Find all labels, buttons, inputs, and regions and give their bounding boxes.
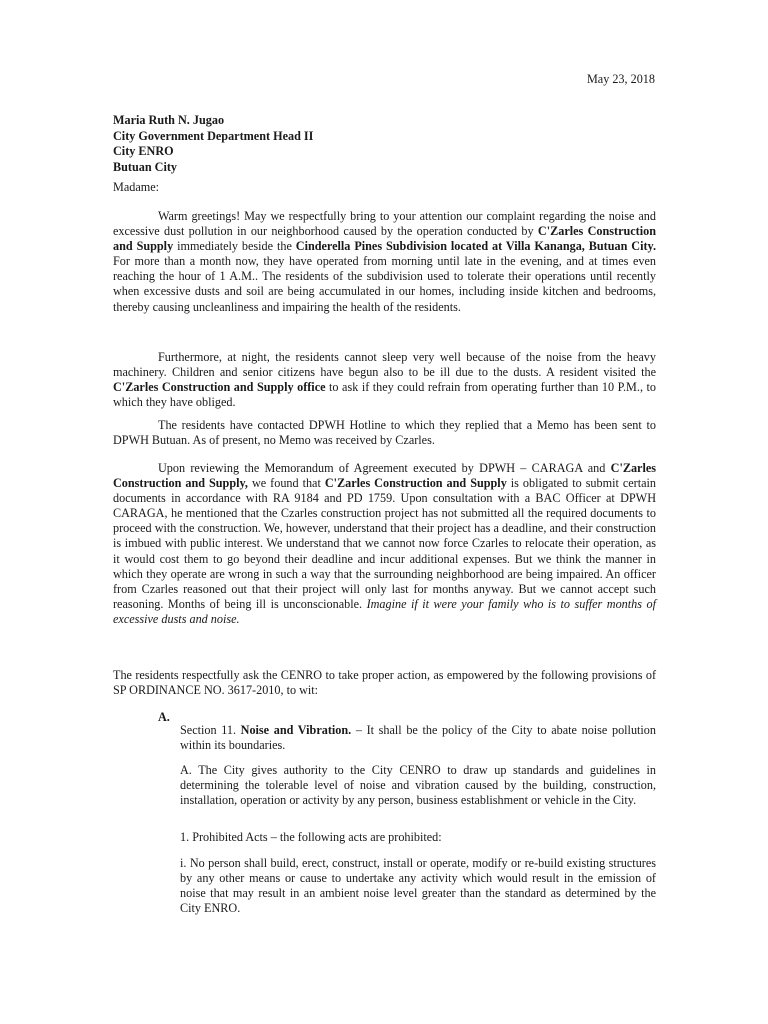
paragraph-5: The residents respectfully ask the CENRO to take proper action, as empowered by the following provisions of SP ORDINANCE NO. 3617-2010, to wit: — [113, 668, 656, 698]
paragraph-4 — [113, 461, 656, 627]
subsection-a-text: A. The City gives authority to the City CENRO to draw up standards and guidelines in determining the tolerable level of noise and vibration caused by the building, construction, installation, operation or activity by any person, business establishment or vehicle in the City. — [180, 763, 656, 808]
letter-date: May 23, 2018 — [586, 72, 655, 86]
salutation: Madame: — [113, 180, 160, 194]
p4-text-1: Upon reviewing the Memorandum of Agreement executed by DPWH – CARAGA and — [158, 461, 611, 475]
p1-company-name: C'Zarles Construction and Supply — [113, 224, 656, 254]
section-11-text — [180, 723, 656, 753]
paragraph-3: The residents have contacted DPWH Hotline to which they replied that a Memo has been sent to DPWH Butuan. As of present, no Memo was received by Czarles. — [113, 418, 656, 448]
section-body: – It shall be the policy of the City to abate noise pollution within its boundaries. — [180, 723, 656, 753]
p4-company-name-2: C'Zarles Construction and Supply — [324, 476, 507, 491]
paragraph-1 — [113, 209, 656, 315]
prohibited-acts-heading: 1. Prohibited Acts – the following acts are prohibited: — [180, 830, 442, 844]
recipient-office: City ENRO — [113, 144, 174, 159]
p4-company-name-1: C'Zarles Construction and Supply, — [113, 461, 656, 491]
prohibited-act-i: i. No person shall build, erect, construct, install or operate, modify or re-build existing structures by any other means or cause to undertake any activity which would result in the emission of noise that may result in an ambient noise level greater than the standard as determined by the City ENRO. — [180, 856, 656, 916]
recipient-address — [113, 113, 533, 175]
paragraph-2 — [113, 350, 656, 410]
p4-text-3: is obligated to submit certain documents in accordance with RA 9184 and PD 1759. Upon consultation with a BAC Officer at DPWH CARAGA, he mentioned that the Czarles construction project has not submitted all the required documents to proceed with the construction. We, however, understand that their project has a deadline, and their construction is imbued with public interest. We understand that we cannot now force Czarles to relocate their operation, as it would cost them to go beyond their deadline and incur additional expenses. But we think the manner in which they operate are wrong in such a way that the surrounding neighborhood are being impaired. An officer from Czarles reasoned out that their project will only last for months anyway. But we cannot accept such reasoning. Months of being ill is unconscionable. — [113, 476, 657, 611]
p4-text-2: we found that — [247, 476, 325, 491]
p1-text-1: Warm greetings! May we respectfully bring to your attention our complaint regarding the noise and excessive dust pollution in our neighborhood caused by the operation conducted by — [113, 209, 656, 239]
section-title: Noise and Vibration. — [240, 723, 352, 737]
recipient-city: Butuan City — [113, 159, 178, 174]
list-item-a-label: A. — [158, 710, 170, 724]
section-prefix: Section 11. — [180, 723, 241, 737]
p2-text-1: Furthermore, at night, the residents cannot sleep very well because of the noise from the heavy machinery. Children and senior citizens have begun also to be ill due to the dusts. A resident visited the — [113, 350, 656, 380]
p1-text-2: immediately beside the — [173, 239, 296, 254]
recipient-name: Maria Ruth N. Jugao — [113, 113, 225, 127]
p1-text-3: For more than a month now, they have operated from morning until late in the evening, and at times even reaching the hour of 1 A.M.. The residents of the subdivision used to tolerate their operations until recently when excessive dusts and soil are being accumulated in our homes, including inside kitchen and bedrooms, thereby causing uncleanliness and impairing the health of the residents. — [113, 254, 656, 314]
p1-location: Cinderella Pines Subdivision located at Villa Kananga, Butuan City. — [295, 239, 657, 254]
p4-italic-note: Imagine if it were your family who is to suffer months of excessive dusts and noise. — [113, 596, 656, 626]
p2-text-2: to ask if they could refrain from operating further than 10 P.M., to which they have obliged. — [113, 380, 656, 410]
p2-company-office: C'Zarles Construction and Supply office — [113, 380, 326, 395]
recipient-position: City Government Department Head II — [113, 128, 314, 143]
